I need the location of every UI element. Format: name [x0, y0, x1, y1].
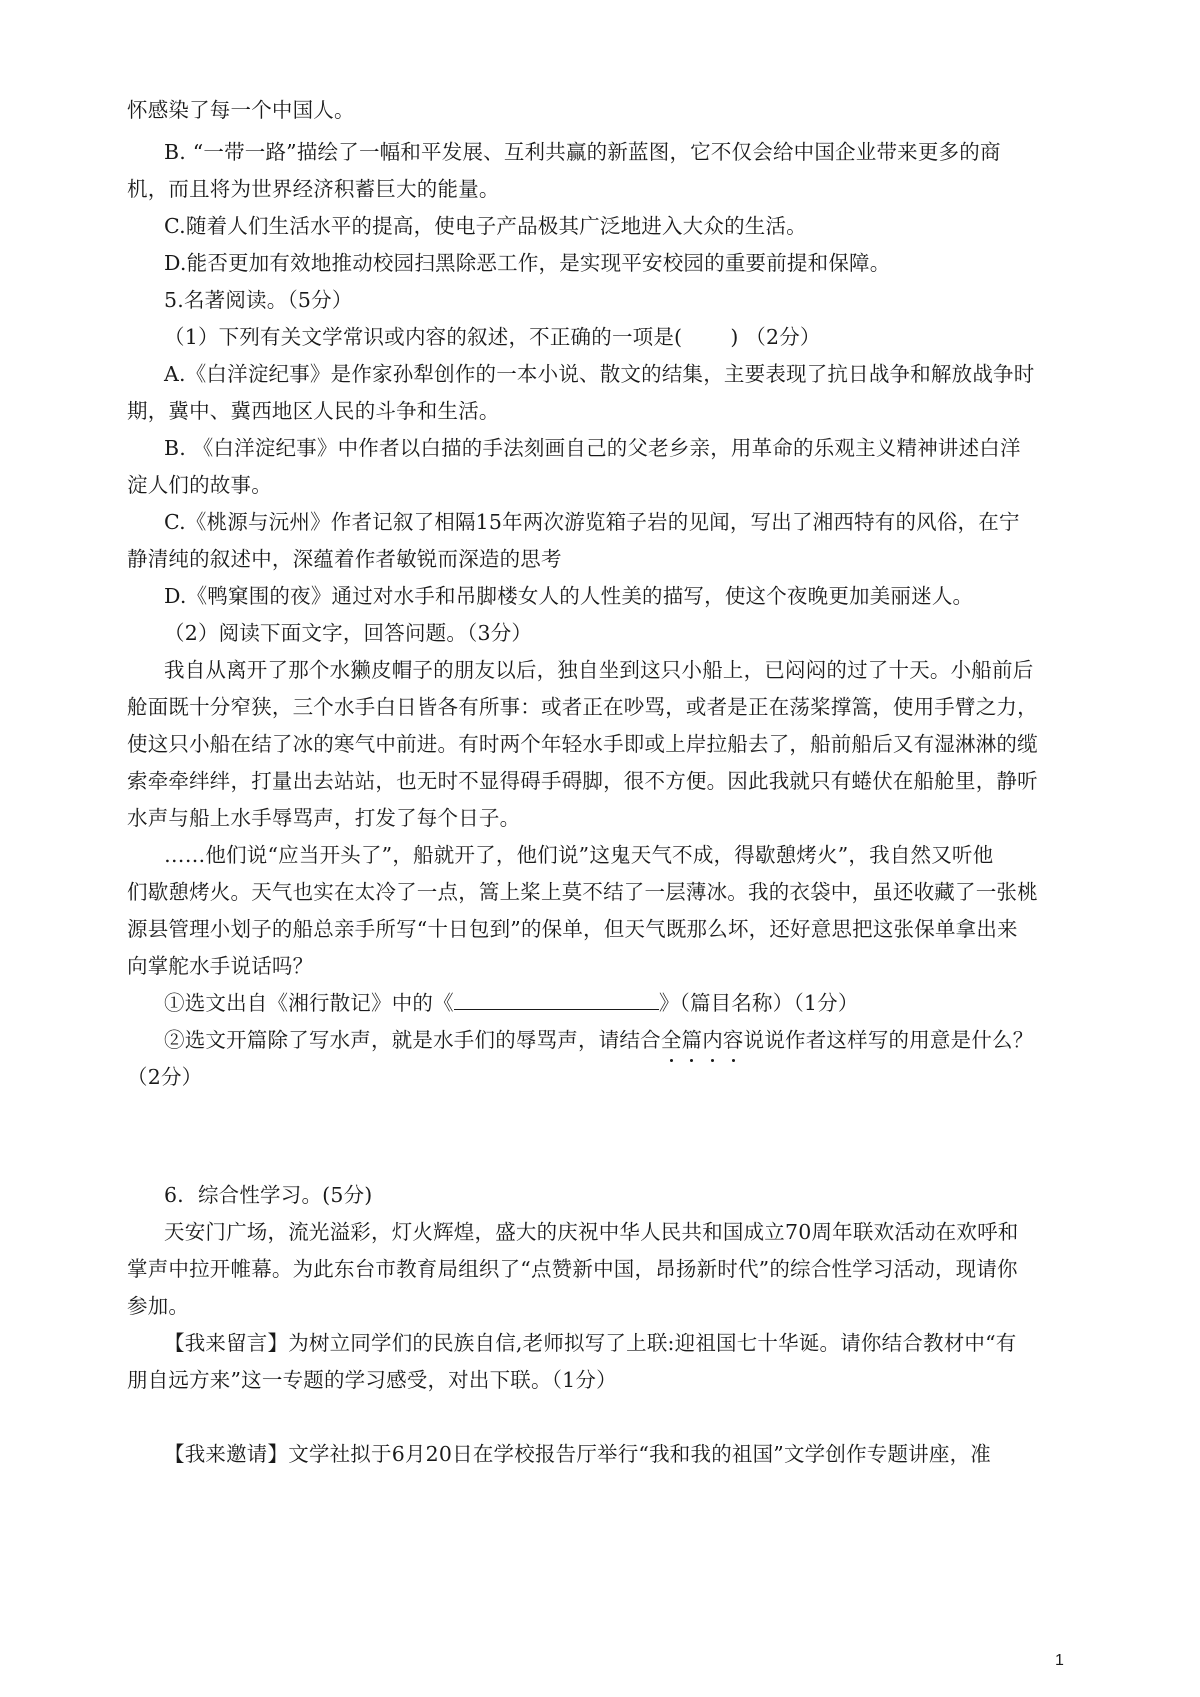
option-b-line: B. “一带一路”描绘了一幅和平发展、互利共赢的新蓝图，它不仅会给中国企业带来更多的商 — [164, 140, 1001, 164]
subquestion-2: （2）阅读下面文字，回答问题。（3分） — [164, 621, 533, 645]
option-c-line: C.《桃源与沅州》作者记叙了相隔15年两次游览箱子岩的见闻，写出了湘西特有的风俗，在宁 — [164, 510, 1020, 534]
passage-line: 使这只小船在结了冰的寒气中前进。有时两个年轻水手即或上岸拉船去了，船前船后又有湿淋淋的缆 — [127, 732, 1038, 756]
option-d-line: D.能否更加有效地推动校园扫黑除恶工作，是实现平安校园的重要前提和保障。 — [164, 251, 891, 275]
option-c-line: C.随着人们生活水平的提高，使电子产品极其广泛地进入大众的生活。 — [164, 214, 807, 238]
passage-line: 水声与船上水手辱骂声，打发了每个日子。 — [127, 806, 521, 830]
question-5-heading: 5.名著阅读。（5分） — [164, 288, 353, 312]
passage-line: 舱面既十分窄狭，三个水手白日皆各有所事：或者正在吵骂，或者是正在荡桨撑篙，使用手臂之力， — [127, 695, 1038, 719]
question-6-heading: 6．综合性学习。(5分) — [164, 1183, 373, 1207]
question-text: ②选文开篇除了写水声，就是水手们的辱骂声，请结合 — [164, 1028, 661, 1052]
task-leave-message: 【我来留言】为树立同学们的民族自信,老师拟写了上联:迎祖国七十华诞。请你结合教材中“有 — [164, 1331, 1017, 1355]
emphasis-char: 内 — [702, 1025, 723, 1055]
text-line: 期，冀中、冀西地区人民的斗争和生活。 — [127, 399, 500, 423]
text-line: 天安门广场，流光溢彩，灯火辉煌，盛大的庆祝中华人民共和国成立70周年联欢活动在欢呼和 — [164, 1220, 1019, 1244]
emphasis-char: 全 — [661, 1025, 682, 1055]
option-a-line: A.《白洋淀纪事》是作家孙犁创作的一本小说、散文的结集，主要表现了抗日战争和解放战争时 — [164, 362, 1035, 386]
text-line: 掌声中拉开帷幕。为此东台市教育局组织了“点赞新中国，昂扬新时代”的综合性学习活动，现请你 — [127, 1257, 1018, 1281]
option-b-line: B. 《白洋淀纪事》中作者以白描的手法刻画自己的父老乡亲，用革命的乐观主义精神讲述白洋 — [164, 436, 1021, 460]
question-item-1 — [164, 988, 1200, 1018]
passage-line: ……他们说“应当开头了”，船就开了，他们说”这鬼天气不成，得歇憩烤火”，我自然又听他 — [164, 843, 994, 867]
answer-blank[interactable] — [454, 989, 659, 1010]
text-line: 机，而且将为世界经济积蓄巨大的能量。 — [127, 177, 500, 201]
passage-line: 向掌舵水手说话吗？ — [127, 954, 314, 978]
emphasis-char: 容 — [723, 1025, 744, 1055]
question-text: 》（篇目名称）（1分） — [658, 991, 859, 1015]
subquestion-1: （1）下列有关文学常识或内容的叙述，不正确的一项是( ) （2分） — [164, 325, 821, 349]
text-line: 参加。 — [127, 1294, 190, 1318]
page-number: 1 — [1055, 1652, 1064, 1669]
passage-line: 源县管理小划子的船总亲手所写“十日包到”的保单，但天气既那么坏，还好意思把这张保单拿出来 — [127, 917, 1018, 941]
text-line: 朋自远方来”这一专题的学习感受，对出下联。（1分） — [127, 1368, 617, 1392]
text-line: 淀人们的故事。 — [127, 473, 272, 497]
passage-line: 索牵牵绊绊，打量出去站站，也无时不显得碍手碍脚，很不方便。因此我就只有蜷伏在船舱里，静听 — [127, 769, 1038, 793]
question-text: 说说作者这样写的用意是什么？ — [743, 1028, 1034, 1052]
passage-line: 我自从离开了那个水獭皮帽子的朋友以后，独自坐到这只小船上，已闷闷的过了十天。小船前后 — [164, 658, 1034, 682]
text-line: 静清纯的叙述中，深蕴着作者敏锐而深造的思考 — [127, 547, 562, 571]
task-invitation: 【我来邀请】文学社拟于6月20日在学校报告厅举行“我和我的祖国”文学创作专题讲座，准 — [164, 1442, 991, 1466]
passage-line: 们歇憩烤火。天气也实在太冷了一点，篙上桨上莫不结了一层薄冰。我的衣袋中，虽还收藏了一张桃 — [127, 880, 1038, 904]
text-line: 怀感染了每一个中国人。 — [127, 98, 355, 122]
question-item-2 — [164, 1025, 1200, 1055]
option-d-line: D.《鸭窠围的夜》通过对水手和吊脚楼女人的人性美的描写，使这个夜晚更加美丽迷人。 — [164, 584, 974, 608]
question-text: ①选文出自《湘行散记》中的《 — [164, 991, 454, 1015]
emphasis-char: 篇 — [682, 1025, 703, 1055]
score-note: （2分） — [127, 1065, 203, 1089]
